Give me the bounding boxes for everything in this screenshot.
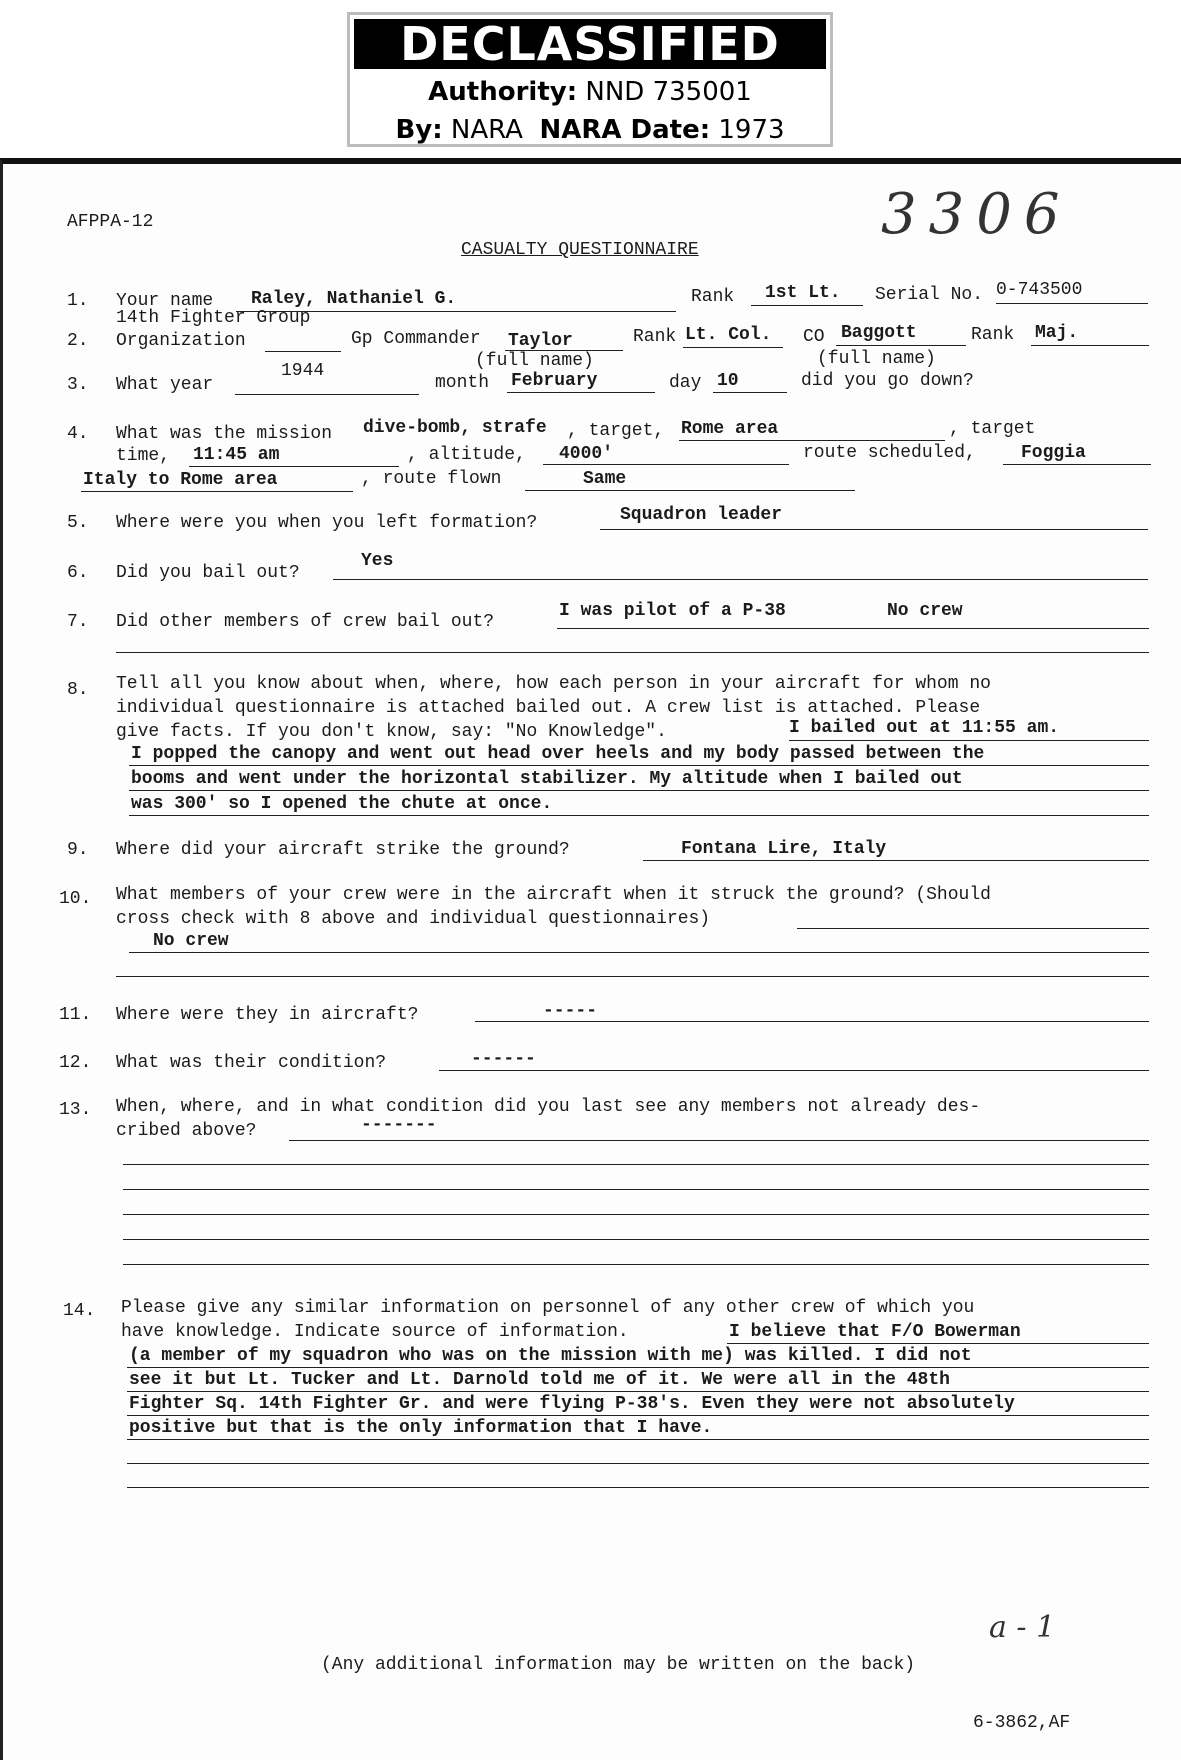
q4-route-flown-label: , route flown <box>361 469 502 489</box>
q13-answer-line-3 <box>123 1189 1149 1190</box>
q13-answer: ------- <box>361 1115 437 1135</box>
q13-line-1: When, where, and in what condition did you last see any members not already des- <box>116 1097 981 1117</box>
q1-serial-line <box>996 303 1148 304</box>
q14-answer-line-3 <box>127 1391 1149 1392</box>
q9-answer-line <box>643 860 1149 861</box>
q3-month-value: February <box>511 371 598 391</box>
q2-org-line <box>265 351 341 352</box>
q8-line-3: give facts. If you don't know, say: "No Knowledge". <box>116 722 667 742</box>
q1-label: Your name <box>116 291 214 311</box>
q6-answer-line <box>333 579 1148 580</box>
q8-answer-line-4 <box>129 815 1149 816</box>
q4-route-scheduled-line-a <box>1003 464 1151 465</box>
q3-day-label: day <box>669 373 702 393</box>
q13-answer-line-1 <box>289 1140 1149 1141</box>
q2-co-rank-value: Maj. <box>1035 323 1079 343</box>
q12-label: What was their condition? <box>116 1053 387 1073</box>
q4-route-flown-value: Same <box>583 469 627 489</box>
q10-answer-line-2 <box>129 952 1149 953</box>
q10-line-2: cross check with 8 above and individual questionnaires) <box>116 909 711 929</box>
q2-organization-value: 14th Fighter Group <box>116 308 311 328</box>
q3-month-label: month <box>435 373 490 393</box>
q10-number: 10. <box>59 889 92 909</box>
q1-rank-line <box>751 305 863 306</box>
q3-day-line <box>713 392 787 393</box>
q4-time-label: time, <box>116 446 171 466</box>
q4-altitude-value: 4000' <box>559 444 614 464</box>
q4-target2-label: , target <box>949 419 1036 439</box>
q3-month-line <box>507 392 655 393</box>
q13-number: 13. <box>59 1100 92 1120</box>
q12-answer-line <box>439 1070 1149 1071</box>
q8-answer-2: I popped the canopy and went out head over heels and my body passed between the <box>131 744 985 764</box>
q13-answer-line-4 <box>123 1214 1149 1215</box>
q10-answer-line-1 <box>797 928 1149 929</box>
q10-answer-line-3 <box>116 976 1149 977</box>
casualty-questionnaire-form <box>0 158 1181 1760</box>
q14-answer-5: positive but that is the only information that I have. <box>129 1418 713 1438</box>
q14-line-1: Please give any similar information on personnel of any other crew of which you <box>121 1298 975 1318</box>
q4-target-value: Rome area <box>681 419 779 439</box>
q2-gp-rank-line <box>683 347 783 348</box>
q2-rank-label: Rank <box>633 327 677 347</box>
q8-answer-line-1 <box>789 740 1149 741</box>
q2-rank2-label: Rank <box>971 325 1015 345</box>
q3-number: 3. <box>67 375 89 395</box>
form-number: 6-3862,AF <box>973 1713 1071 1733</box>
q14-answer-line-2 <box>127 1367 1149 1368</box>
q5-number: 5. <box>67 513 89 533</box>
q12-number: 12. <box>59 1053 92 1073</box>
q12-answer: ------ <box>471 1049 536 1069</box>
q8-answer-3: booms and went under the horizontal stabilizer. My altitude when I bailed out <box>131 769 963 789</box>
q11-answer: ----- <box>543 1001 598 1021</box>
declassified-stamp <box>347 12 833 147</box>
q7-answer-line <box>557 628 1149 629</box>
stamp-date-label: NARA Date: <box>539 115 711 145</box>
q2-fullname-2: (full name) <box>817 349 936 369</box>
q3-day-value: 10 <box>717 371 739 391</box>
q4-route-scheduled-value-a: Foggia <box>1021 443 1086 463</box>
q7-label: Did other members of crew bail out? <box>116 612 495 632</box>
q8-line-2: individual questionnaire is attached bailed out. A crew list is attached. Please <box>116 698 981 718</box>
q9-number: 9. <box>67 840 89 860</box>
q7-answer-2: No crew <box>887 601 963 621</box>
q9-answer: Fontana Lire, Italy <box>681 839 887 859</box>
q7-number: 7. <box>67 612 89 632</box>
stamp-authority-value: NND 735001 <box>585 77 752 107</box>
form-title: CASUALTY QUESTIONNAIRE <box>461 240 699 260</box>
q14-answer-line-5 <box>127 1439 1149 1440</box>
q1-number: 1. <box>67 291 89 311</box>
q11-answer-line <box>475 1021 1149 1022</box>
q4-time-value: 11:45 am <box>193 445 280 465</box>
q14-answer-line-6 <box>127 1463 1149 1464</box>
q4-target-line <box>679 440 945 441</box>
q8-answer-1: I bailed out at 11:55 am. <box>789 718 1060 738</box>
q8-answer-line-2 <box>129 765 1149 766</box>
q2-number: 2. <box>67 331 89 351</box>
q6-answer: Yes <box>361 551 394 571</box>
q1-serial-label: Serial No. <box>875 285 984 305</box>
q3-year-line <box>235 394 419 395</box>
stamp-authority <box>350 73 830 111</box>
page-mark: a - 1 <box>989 1610 1056 1645</box>
q13-answer-line-5 <box>123 1239 1149 1240</box>
q4-altitude-label: , altitude, <box>407 445 526 465</box>
q10-answer: No crew <box>153 931 229 951</box>
q3-tail: did you go down? <box>801 371 974 391</box>
stamp-date-value: 1973 <box>718 115 785 145</box>
q5-answer: Squadron leader <box>620 505 783 525</box>
q2-co-value: Baggott <box>841 323 917 343</box>
q8-answer-line-3 <box>129 790 1149 791</box>
q14-answer-4: Fighter Sq. 14th Fighter Gr. and were flying P-38's. Even they were not absolutely <box>129 1394 1015 1414</box>
q8-line-1: Tell all you know about when, where, how each person in your aircraft for whom no <box>116 674 991 694</box>
stamp-by-date <box>350 111 830 149</box>
q2-co-rank-line <box>1031 345 1149 346</box>
q3-year-value: 1944 <box>281 361 325 381</box>
q1-serial-value: 0-743500 <box>996 280 1083 300</box>
q13-answer-line-2 <box>123 1164 1149 1165</box>
q4-target-label: , target, <box>567 421 665 441</box>
stamp-by-value: NARA <box>450 115 523 145</box>
q11-number: 11. <box>59 1005 92 1025</box>
q10-line-1: What members of your crew were in the aircraft when it struck the ground? (Should <box>116 885 991 905</box>
q4-route-flown-line <box>525 490 855 491</box>
q8-number: 8. <box>67 680 89 700</box>
q3-label: What year <box>116 375 214 395</box>
stamp-by-label: By: <box>395 115 443 145</box>
q11-label: Where were they in aircraft? <box>116 1005 419 1025</box>
q2-label: Organization <box>116 331 246 351</box>
q8-answer-4: was 300' so I opened the chute at once. <box>131 794 553 814</box>
q4-altitude-line <box>543 464 789 465</box>
q4-route-scheduled-line-b <box>81 491 353 492</box>
q9-label: Where did your aircraft strike the ground? <box>116 840 570 860</box>
q14-answer-2: (a member of my squadron who was on the mission with me) was killed. I did not <box>129 1346 972 1366</box>
q13-line-2: cribed above? <box>116 1121 257 1141</box>
q5-label: Where were you when you left formation? <box>116 513 538 533</box>
stamp-title: DECLASSIFIED <box>354 19 826 69</box>
footer-note: (Any additional information may be written on the back) <box>321 1655 916 1675</box>
q1-name-value: Raley, Nathaniel G. <box>251 289 457 309</box>
q4-mission-value: dive-bomb, strafe <box>363 418 547 438</box>
q7-answer-line-2 <box>116 652 1149 653</box>
q2-gp-rank-value: Lt. Col. <box>685 325 772 345</box>
q14-answer-3: see it but Lt. Tucker and Lt. Darnold told me of it. We were all in the 48th <box>129 1370 950 1390</box>
q1-rank-value: 1st Lt. <box>765 283 841 303</box>
q4-time-line <box>189 466 399 467</box>
q14-answer-line-7 <box>127 1487 1149 1488</box>
q7-answer: I was pilot of a P-38 <box>559 601 786 621</box>
q2-gp-commander-label: Gp Commander <box>351 329 481 349</box>
q6-number: 6. <box>67 563 89 583</box>
q4-route-scheduled-value-b: Italy to Rome area <box>83 470 278 490</box>
q6-label: Did you bail out? <box>116 563 300 583</box>
q2-co-label: CO <box>803 327 825 347</box>
q1-rank-label: Rank <box>691 287 735 307</box>
q14-number: 14. <box>63 1301 96 1321</box>
q14-answer-line-1 <box>727 1343 1149 1344</box>
q4-number: 4. <box>67 424 89 444</box>
q14-answer-1: I believe that F/O Bowerman <box>729 1322 1021 1342</box>
q4-label: What was the mission <box>116 424 333 444</box>
q5-answer-line <box>600 529 1148 530</box>
q2-fullname-1: (full name) <box>475 351 594 371</box>
q14-answer-line-4 <box>127 1415 1149 1416</box>
q2-gp-commander-value: Taylor <box>508 331 573 351</box>
q4-route-scheduled-label: route scheduled, <box>803 443 976 463</box>
q13-answer-line-6 <box>123 1264 1149 1265</box>
q14-line-2: have knowledge. Indicate source of information. <box>121 1322 629 1342</box>
form-code: AFPPA-12 <box>67 212 154 232</box>
handwritten-file-number: 3306 <box>881 182 1072 247</box>
stamp-authority-label: Authority: <box>428 77 578 107</box>
q2-co-line <box>836 345 966 346</box>
